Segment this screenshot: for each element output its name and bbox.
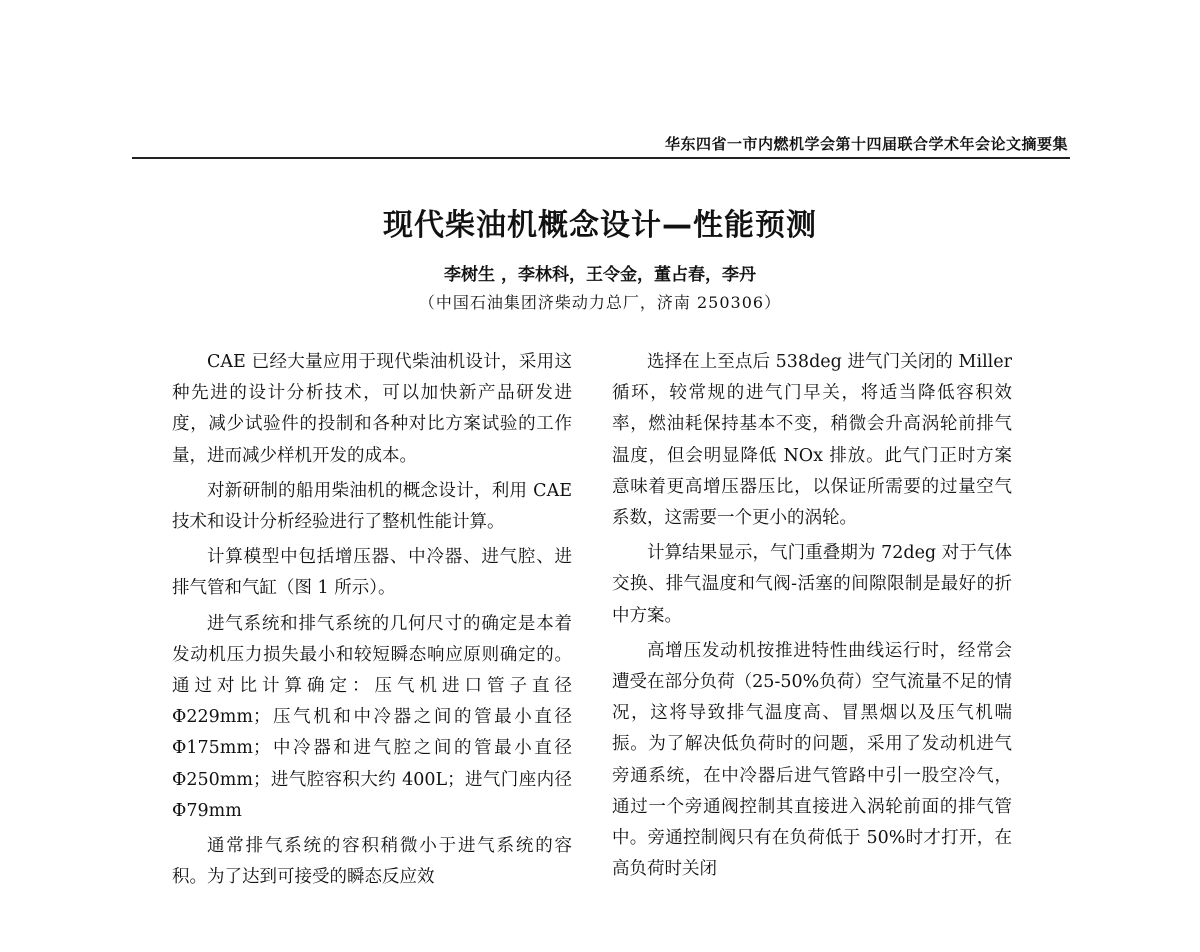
- paragraph: 通常排气系统的容积稍微小于进气系统的容积。为了达到可接受的瞬态反应效: [172, 836, 572, 888]
- paper-title: 现代柴油机概念设计—性能预测: [383, 208, 817, 243]
- running-head: [132, 131, 1070, 159]
- paragraph: 计算模型中包括增压器、中冷器、进气腔、进排气管和气缸（图 1 所示）。: [172, 547, 572, 599]
- paragraph: 选择在上至点后 538deg 进气门关闭的 Miller 循环，较常规的进气门早关，将适当降低容积效率，燃油耗保持基本不变，稍微会升高涡轮前排气温度，但会明显降低 NOx 排放。此气门正时方案意味着更高增压器压比，以保证所需要的过量空气系数，这需要一个更小的涡轮。: [612, 352, 1012, 529]
- left-column: [172, 347, 572, 897]
- paragraph: CAE 已经大量应用于现代柴油机设计，采用这种先进的设计分析技术，可以加快新产品研发进度，减少试验件的投制和各种对比方案试验的工作量，进而减少样机开发的成本。: [172, 352, 572, 466]
- affiliation: （中国石油集团济柴动力总厂，济南 250306）: [418, 293, 782, 312]
- authors: 李树生 ，李林科，王令金，董占春，李丹: [444, 265, 756, 285]
- paragraph: 计算结果显示，气门重叠期为 72deg 对于气体交换、排气温度和气阀-活塞的间隙限制是最好的折中方案。: [612, 543, 1012, 626]
- paragraph: 高增压发动机按推进特性曲线运行时，经常会遭受在部分负荷（25-50%负荷）空气流量不足的情况，这将导致排气温度高、冒黑烟以及压气机喘振。为了解决低负荷时的问题，采用了发动机进气旁通系统，在中冷器后进气管路中引一股空冷气，通过一个旁通阀控制其直接进入涡轮前面的排气管中。旁通控制阀只有在负荷低于 50%时才打开，在高负荷时关闭: [612, 640, 1012, 880]
- paragraph: 进气系统和排气系统的几何尺寸的确定是本着发动机压力损失最小和较短瞬态响应原则确定的。通过对比计算确定：压气机进口管子直径Φ229mm；压气机和中冷器之间的管最小直径Φ175mm；中冷器和进气腔之间的管最小直径Φ250mm；进气腔容积大约 400L；进气门座内径Φ79mm: [172, 613, 572, 821]
- paragraph: 对新研制的船用柴油机的概念设计，利用 CAE 技术和设计分析经验进行了整机性能计算。: [172, 480, 572, 533]
- right-column: [612, 347, 1012, 889]
- running-head-text: 华东四省一市内燃机学会第十四届联合学术年会论文摘要集: [664, 135, 1068, 153]
